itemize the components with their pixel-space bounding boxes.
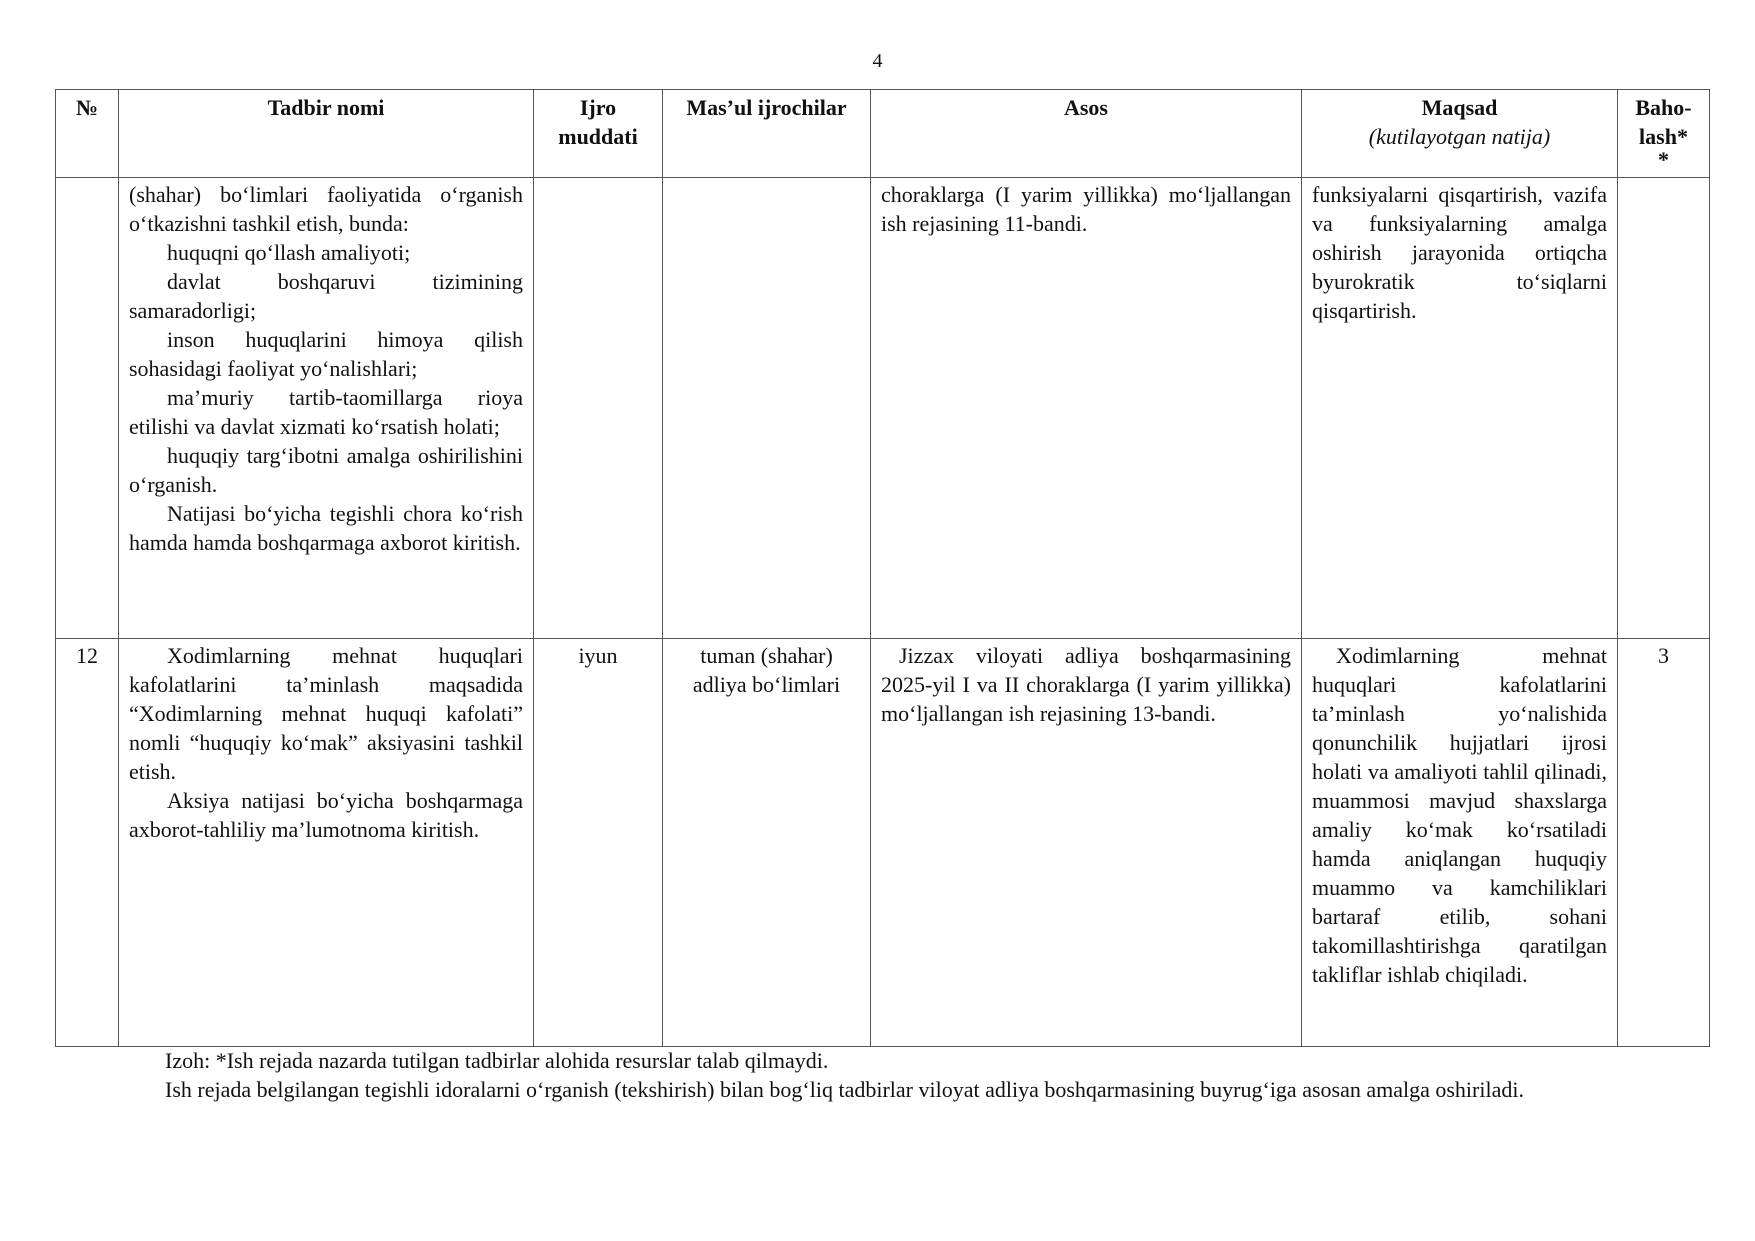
table-row	[56, 639, 1710, 1047]
header-responsible: Mas’ul ijrochilar	[663, 90, 871, 178]
cell-event-name	[119, 639, 534, 1047]
event-line: Xodimlarning mehnat huquqlari kafolatlarini ta’minlash maqsadida “Xodimlarning mehnat huquqi kafolati” nomli “huquqiy ko‘mak” aksiyasini tashkil etish.	[129, 643, 523, 784]
cell-deadline: iyun	[534, 639, 663, 1047]
cell-goal: Xodimlarning mehnat huquqlari kafolatlarini ta’minlash yo‘nalishida qonunchilik hujjatlari ijrosi holati va amaliyoti tahlil qilinadi, muammosi mavjud shaxslarga amaliy ko‘mak ko‘rsatiladi hamda aniqlangan huquqiy muammo va kamchiliklari bartaraf etilib, sohani takomillashtirishga qaratilgan takliflar ishlab chiqiladi.	[1302, 639, 1618, 1047]
event-line: inson huquqlarini himoya qilish sohasidagi faoliyat yo‘nalishlari;	[129, 327, 523, 381]
event-line: davlat boshqaruvi tizimining samaradorligi;	[129, 269, 523, 323]
cell-basis: choraklarga (I yarim yillikka) mo‘ljallangan ish rejasining 11-bandi.	[871, 178, 1302, 639]
header-basis: Asos	[871, 90, 1302, 178]
event-line: Natijasi bo‘yicha tegishli chora ko‘rish hamda hamda boshqarmaga axborot kiritish.	[129, 501, 523, 555]
cell-responsible	[663, 178, 871, 639]
cell-assessment: 3	[1618, 639, 1710, 1047]
footnote-inspection: Ish rejada belgilangan tegishli idoralarni o‘rganish (tekshirish) bilan bog‘liq tadbirlar viloyat adliya boshqarmasining buyrug‘iga asosan amalga oshiriladi.	[165, 1077, 1524, 1102]
cell-event-name	[119, 178, 534, 639]
event-line: huquqni qo‘llash amaliyoti;	[167, 240, 411, 265]
header-event-name: Tadbir nomi	[119, 90, 534, 178]
cell-deadline	[534, 178, 663, 639]
footnotes	[90, 1046, 1675, 1104]
header-number: №	[56, 90, 119, 178]
cell-number: 12	[56, 639, 119, 1047]
table-header-row	[56, 90, 1710, 178]
header-deadline: Ijro muddati	[534, 90, 663, 178]
cell-number	[56, 178, 119, 639]
event-line: Aksiya natijasi bo‘yicha boshqarmaga axborot-tahliliy ma’lumotnoma kiritish.	[129, 788, 523, 842]
footnote-resources: Izoh: *Ish rejada nazarda tutilgan tadbirlar alohida resurslar talab qilmaydi.	[165, 1048, 829, 1073]
header-goal-subtitle: (kutilayotgan natija)	[1368, 124, 1551, 149]
event-line: (shahar) bo‘limlari faoliyatida o‘rganish o‘tkazishni tashkil etish, bunda:	[129, 182, 523, 236]
cell-goal: funksiyalarni qisqartirish, vazifa va funksiyalarning amalga oshirish jarayonida ortiqcha byurokratik to‘siqlarni qisqartirish.	[1302, 178, 1618, 639]
page-number: 4	[872, 50, 883, 72]
cell-basis: Jizzax viloyati adliya boshqarmasining 2025-yil I va II choraklarga (I yarim yillikka) mo‘ljallangan ish rejasining 13-bandi.	[871, 639, 1302, 1047]
event-line: huquqiy targ‘ibotni amalga oshirilishini o‘rganish.	[129, 443, 523, 497]
cell-assessment	[1618, 178, 1710, 639]
event-line: ma’muriy tartib-taomillarga rioya etilishi va davlat xizmati ko‘rsatish holati;	[129, 385, 523, 439]
table-row	[56, 178, 1710, 639]
work-plan-table	[55, 89, 1710, 1047]
header-assessment: Baho- lash* *	[1618, 90, 1710, 178]
header-goal: Maqsad (kutilayotgan natija)	[1302, 90, 1618, 178]
cell-responsible: tuman (shahar) adliya bo‘limlari	[663, 639, 871, 1047]
